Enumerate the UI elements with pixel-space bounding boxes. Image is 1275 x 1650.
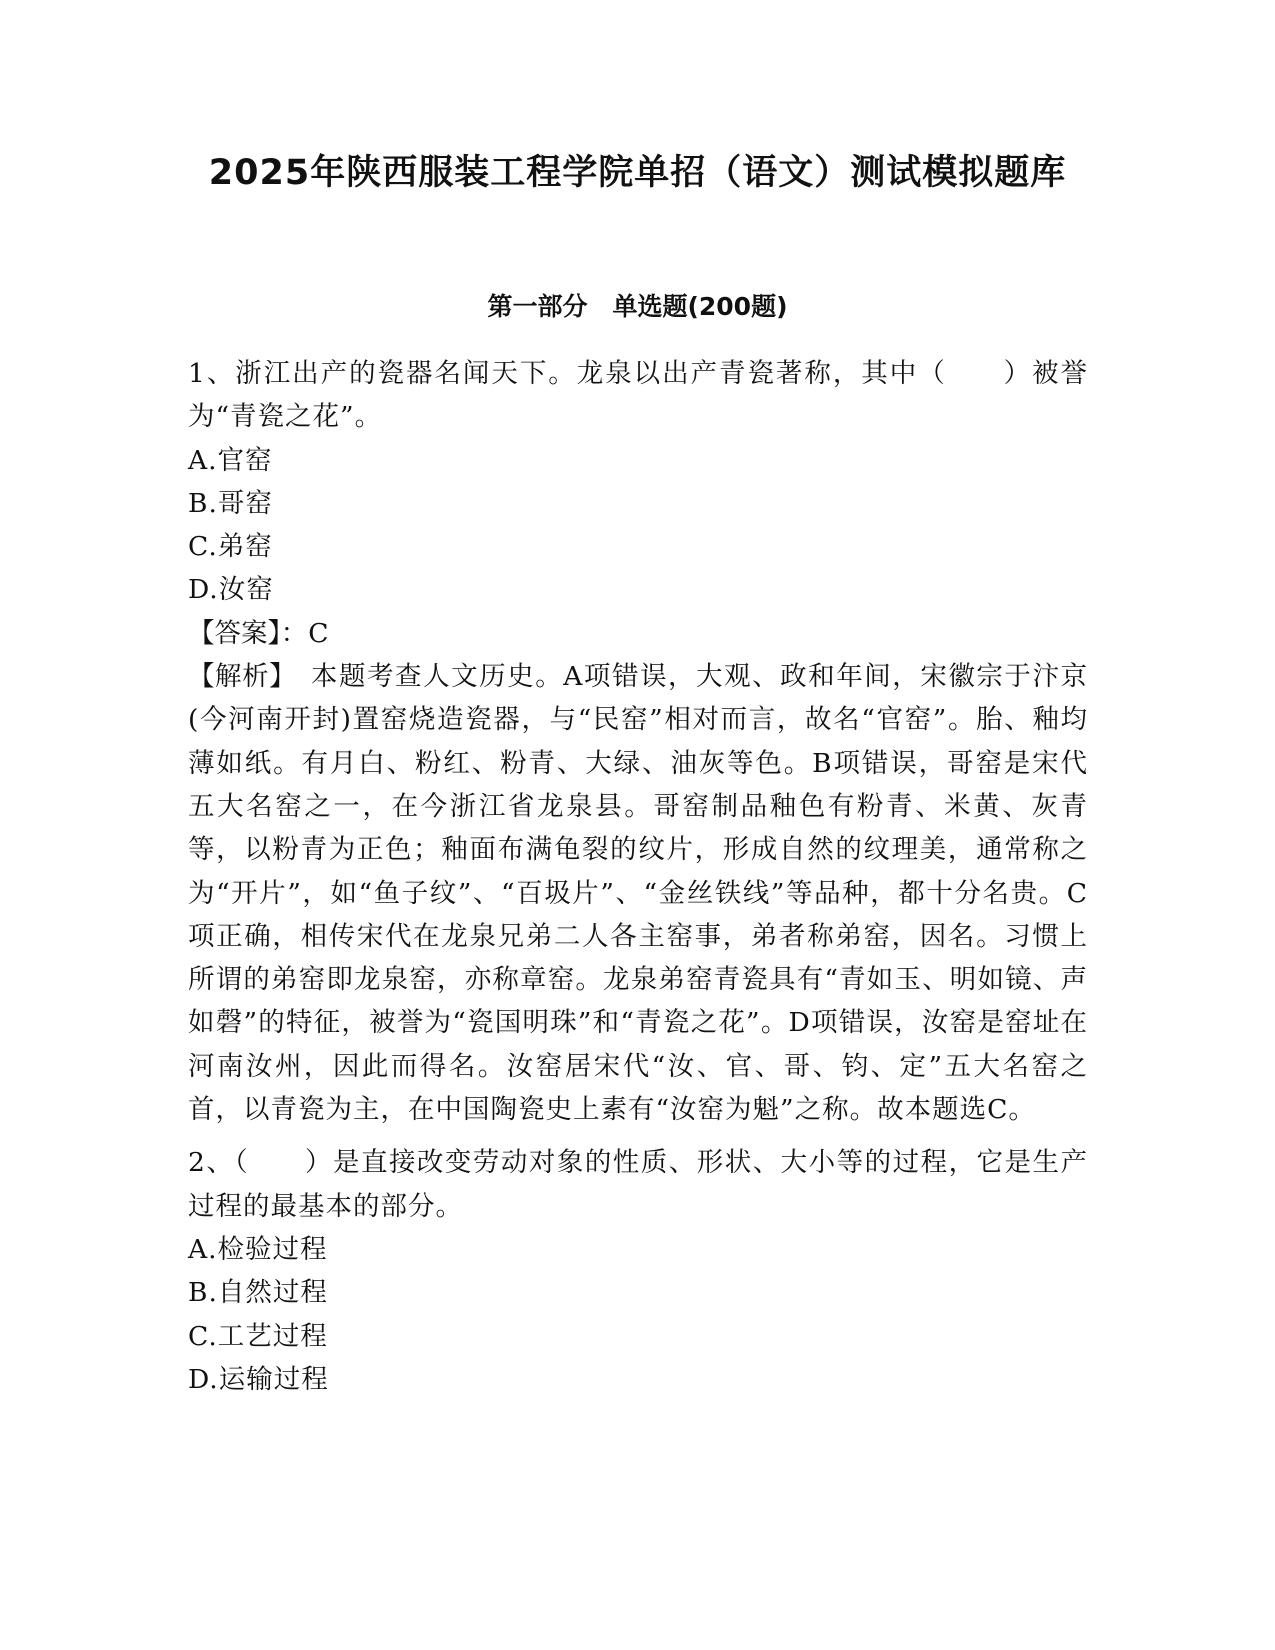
option-a: A.官窑	[188, 444, 273, 476]
question-2	[188, 1141, 1088, 1401]
option-c: C.工艺过程	[188, 1320, 328, 1352]
answer-value: ：C	[280, 617, 330, 649]
option-d: D.运输过程	[188, 1363, 329, 1395]
answer-line	[188, 612, 1088, 655]
section-heading: 第一部分 单选题(200题)	[487, 292, 788, 321]
question-1	[188, 352, 1088, 1131]
option-b: B.哥窑	[188, 487, 273, 519]
answer-label: 【答案】	[188, 617, 281, 649]
option-c: C.弟窑	[188, 531, 273, 563]
option-a: A.检验过程	[188, 1233, 328, 1265]
analysis-paragraph	[188, 655, 1088, 1131]
question-stem: 2、（ ）是直接改变劳动对象的性质、形状、大小等的过程，它是生产过程的最基本的部分。	[188, 1147, 1088, 1222]
analysis-label: 【解析】	[188, 661, 283, 693]
analysis-text: 本题考查人文历史。A项错误，大观、政和年间，宋徽宗于汴京(今河南开封)置窑烧造瓷器，与“民窑”相对而言，故名“官窑”。胎、釉均薄如纸。有月白、粉红、粉青、大绿、油灰等色。B项错误，哥窑是宋代五大名窑之一，在今浙江省龙泉县。哥窑制品釉色有粉青、米黄、灰青等，以粉青为正色；釉面布满龟裂的纹片，形成自然的纹理美，通常称之为“开片”，如“鱼子纹”、“百圾片”、“金丝铁线”等品种，都十分名贵。C项正确，相传宋代在龙泉兄弟二人各主窑事，弟者称弟窑，因名。习惯上所谓的弟窑即龙泉窑，亦称章窑。龙泉弟窑青瓷具有“青如玉、明如镜、声如磬”的特征，被誉为“瓷国明珠”和“青瓷之花”。D项错误，汝窑是窑址在河南汝州，因此而得名。汝窑居宋代“汝、官、哥、钧、定”五大名窑之首，以青瓷为主，在中国陶瓷史上素有“汝窑为魁”之称。故本题选C。	[188, 661, 1088, 1126]
option-d: D.汝窑	[188, 574, 274, 606]
question-list	[188, 352, 1088, 1401]
option-b: B.自然过程	[188, 1277, 328, 1309]
document-title: 2025年陕西服装工程学院单招（语文）测试模拟题库	[208, 153, 1067, 193]
question-stem: 1、浙江出产的瓷器名闻天下。龙泉以出产青瓷著称，其中（ ）被誉为“青瓷之花”。	[188, 358, 1088, 433]
